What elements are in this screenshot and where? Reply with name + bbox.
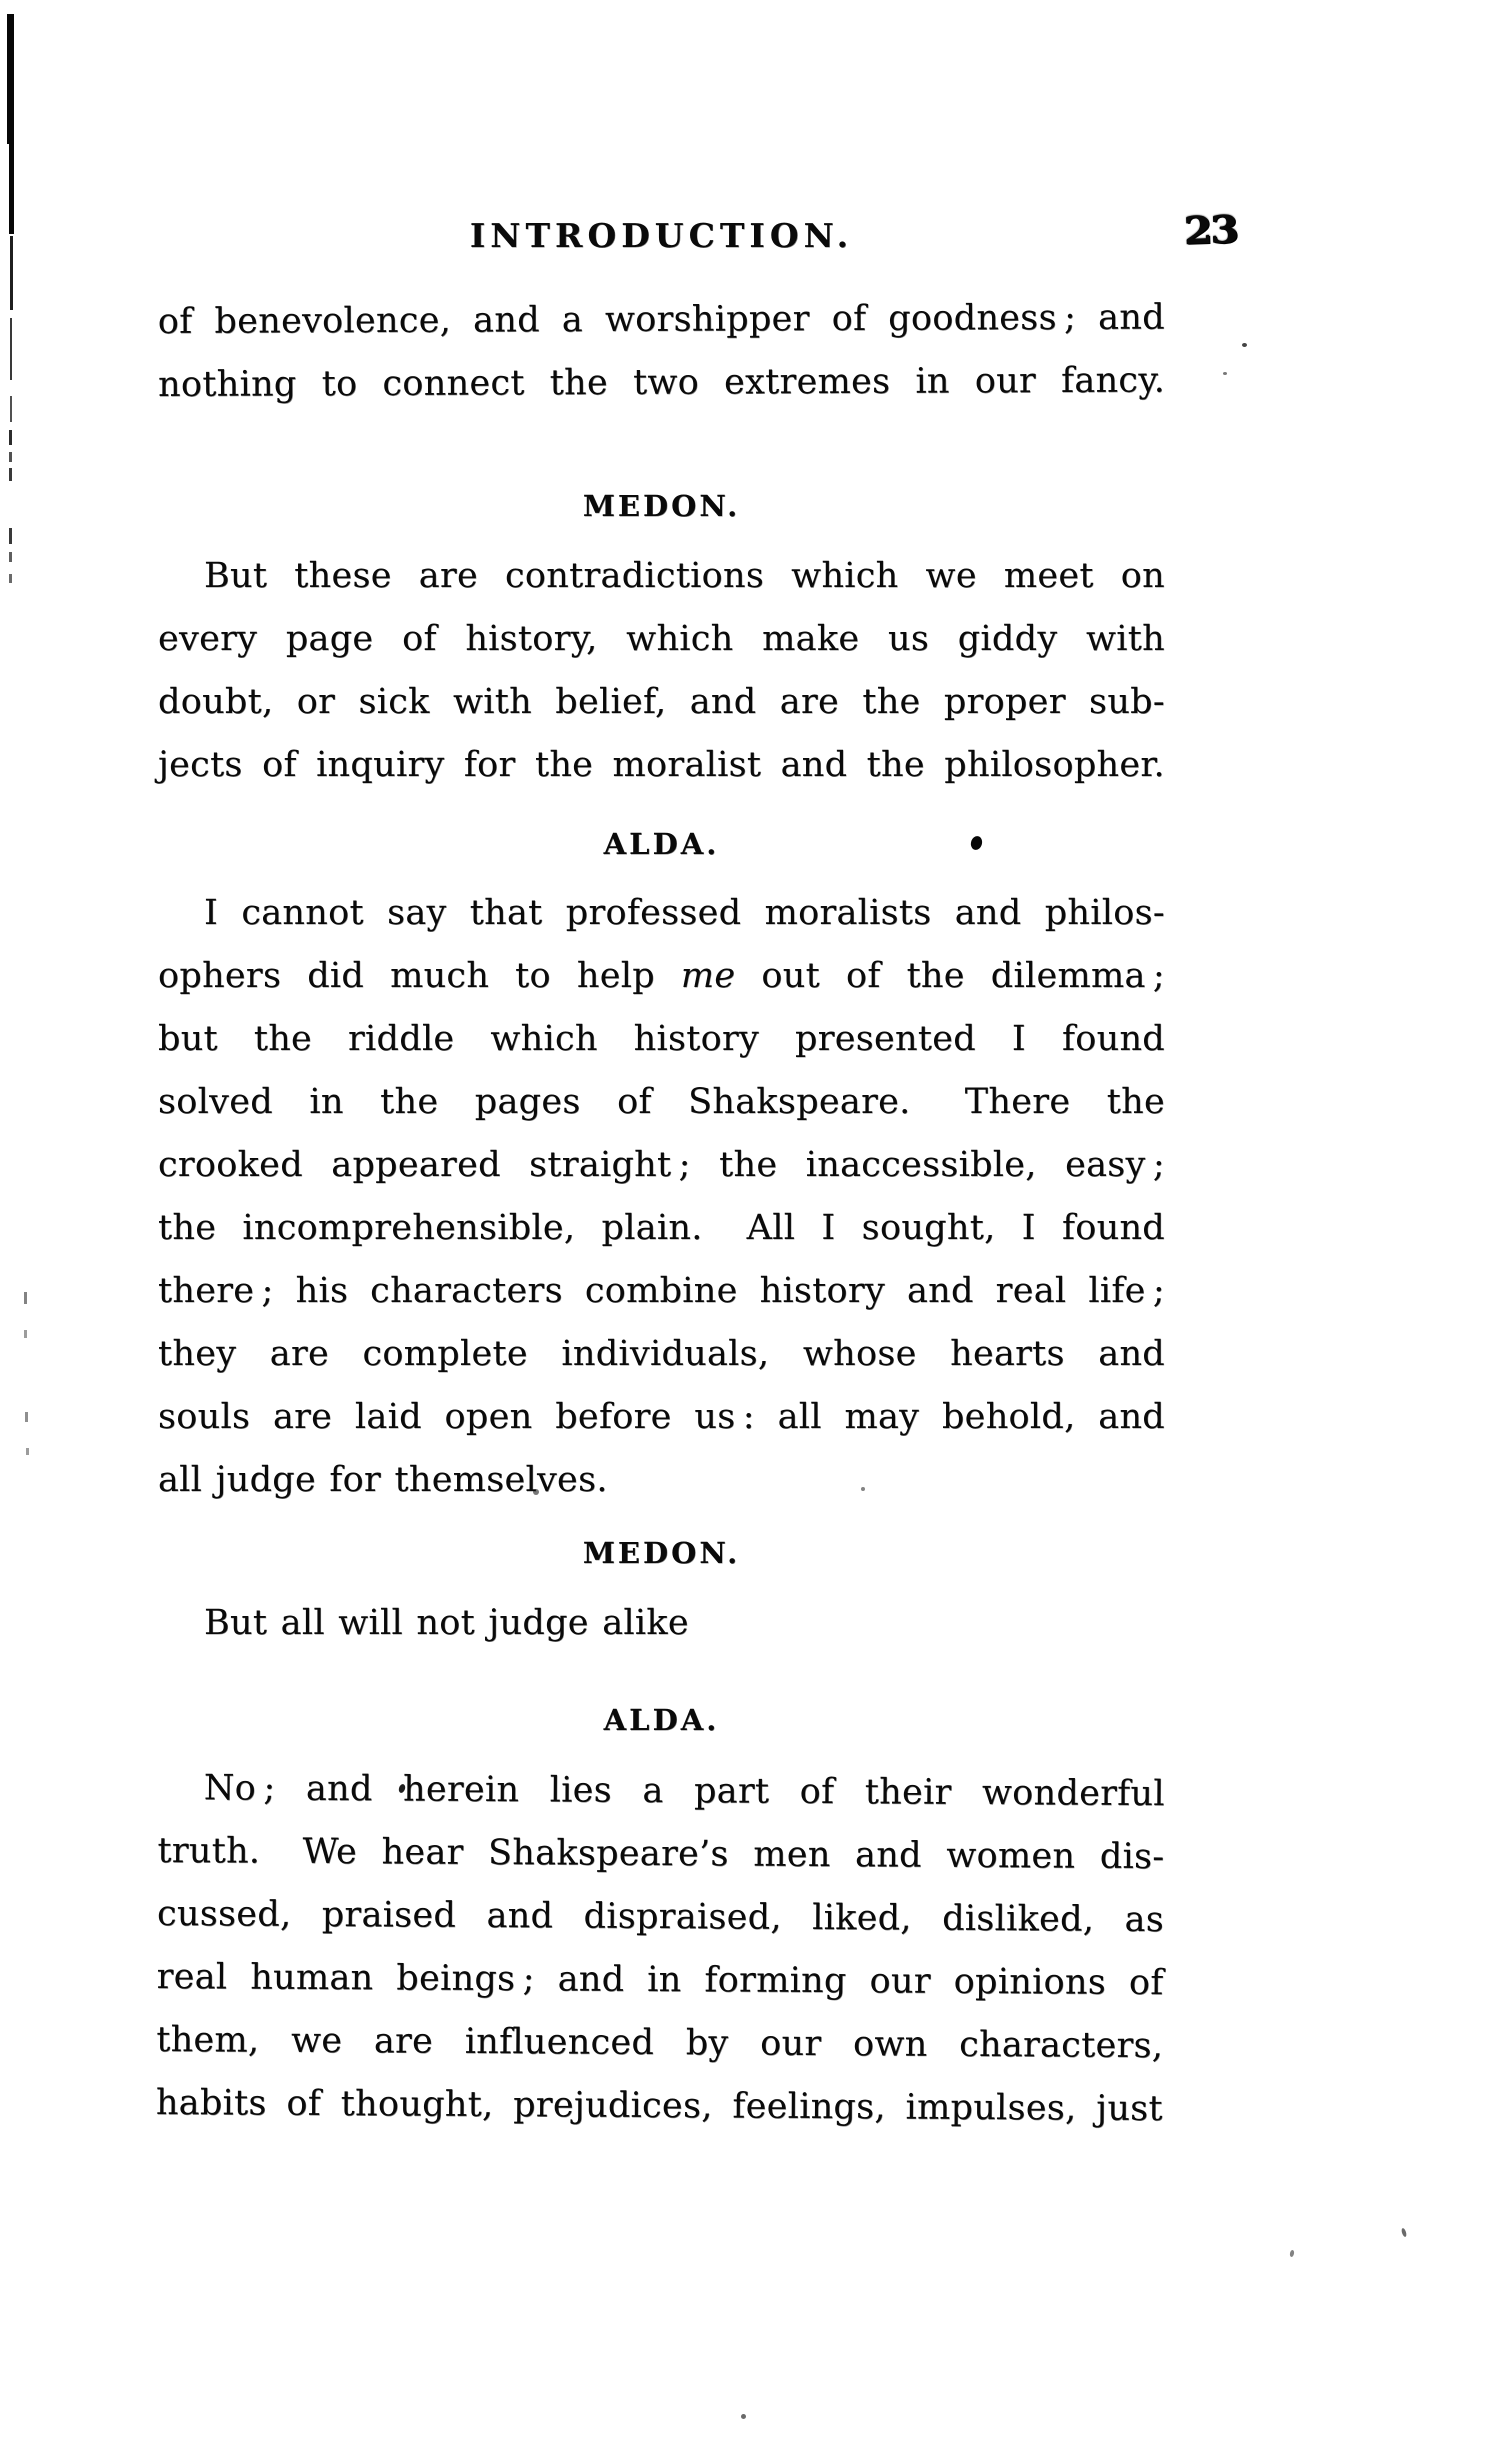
paragraph-medon-2 (158, 1592, 1165, 1655)
ink-speck (1401, 2228, 1408, 2238)
speaker-heading-alda-1: ALDA. (603, 827, 720, 861)
scan-streak-segment (9, 552, 12, 562)
text-line: solved in the pages of Shakspeare. There the (158, 1082, 1165, 1122)
text-line: there ; his characters combine history and real life ; (158, 1271, 1165, 1311)
lines-group (158, 1008, 1165, 1512)
scan-streak-segment (26, 1448, 29, 1455)
ink-speck (1289, 2250, 1294, 2258)
scan-streak-segment (25, 1412, 28, 1422)
text-line: No ; and herein lies a part of their wonderful (203, 1768, 1165, 1815)
text-line: habits of thought, prejudices, feelings, impulses, just (155, 2082, 1163, 2130)
scan-streak-segment (9, 574, 12, 583)
scan-streak-segment (9, 468, 12, 481)
scan-streak-segment (7, 14, 14, 144)
scan-streak-segment (9, 528, 12, 544)
scan-streak-segment (10, 236, 13, 310)
text-line: of benevolence, and a worshipper of goodness ; and (157, 297, 1165, 343)
text-line: souls are laid open before us : all may behold, and (158, 1397, 1165, 1437)
speaker-heading-medon-1: MEDON. (582, 489, 741, 523)
text-line: the incomprehensible, plain. All I sought, I found (158, 1208, 1165, 1248)
ink-speck (1242, 343, 1247, 347)
scan-streak-segment (24, 1330, 27, 1338)
text-line: doubt, or sick with belief, and are the proper sub- (158, 682, 1165, 722)
paragraph-alda-2 (156, 1757, 1165, 2141)
text-line (158, 945, 1165, 1008)
ink-speck (1223, 372, 1227, 375)
text-line: truth. We hear Shakspeare’s men and women dis- (157, 1830, 1165, 1878)
text-line: nothing to connect the two extremes in our fancy. (158, 360, 1166, 405)
scan-streak-segment (9, 452, 12, 462)
lines-group (158, 287, 1166, 417)
speaker-heading-alda-2: ALDA. (603, 1703, 720, 1737)
lines-group (158, 1592, 1165, 1655)
scan-streak-segment (10, 396, 12, 422)
text-segment: out of the dilemma ; (735, 956, 1166, 996)
paragraph-medon-1 (158, 545, 1165, 797)
running-title: INTRODUCTION. (469, 216, 854, 255)
text-line: them, we are influenced by our own characters, (156, 2019, 1164, 2067)
text-line: But these are contradictions which we meet on (204, 556, 1165, 596)
paragraph-opening (158, 287, 1166, 417)
text-line: real human beings ; and in forming our opinions of (156, 1956, 1164, 2004)
lines-group (156, 1757, 1165, 2141)
italic-word: me (680, 956, 736, 996)
scan-streak-segment (9, 142, 14, 234)
lines-group (158, 545, 1165, 797)
text-line: they are complete individuals, whose hearts and (158, 1334, 1165, 1374)
text-line: all judge for themselves. (158, 1460, 608, 1500)
text-line: crooked appeared straight ; the inaccessible, easy ; (158, 1145, 1165, 1185)
speaker-heading-medon-2: MEDON. (582, 1536, 741, 1570)
text-segment: ophers did much to help (158, 956, 681, 996)
text-line: cussed, praised and dispraised, liked, disliked, as (156, 1893, 1165, 1941)
scan-streak-segment (9, 430, 12, 445)
text-line: every page of history, which make us giddy with (158, 619, 1165, 659)
scan-streak-segment (10, 318, 12, 380)
text-column (155, 0, 1166, 2461)
scan-streak-segment (24, 1292, 27, 1304)
page-number: 23 (1183, 206, 1238, 253)
text-line: jects of inquiry for the moralist and the philosopher. (158, 745, 1165, 785)
text-line: But all will not judge alike (204, 1603, 689, 1643)
text-line: I cannot say that professed moralists and philos- (204, 893, 1165, 933)
paragraph-alda-1 (158, 882, 1165, 1512)
text-line: but the riddle which history presented I found (158, 1019, 1165, 1059)
